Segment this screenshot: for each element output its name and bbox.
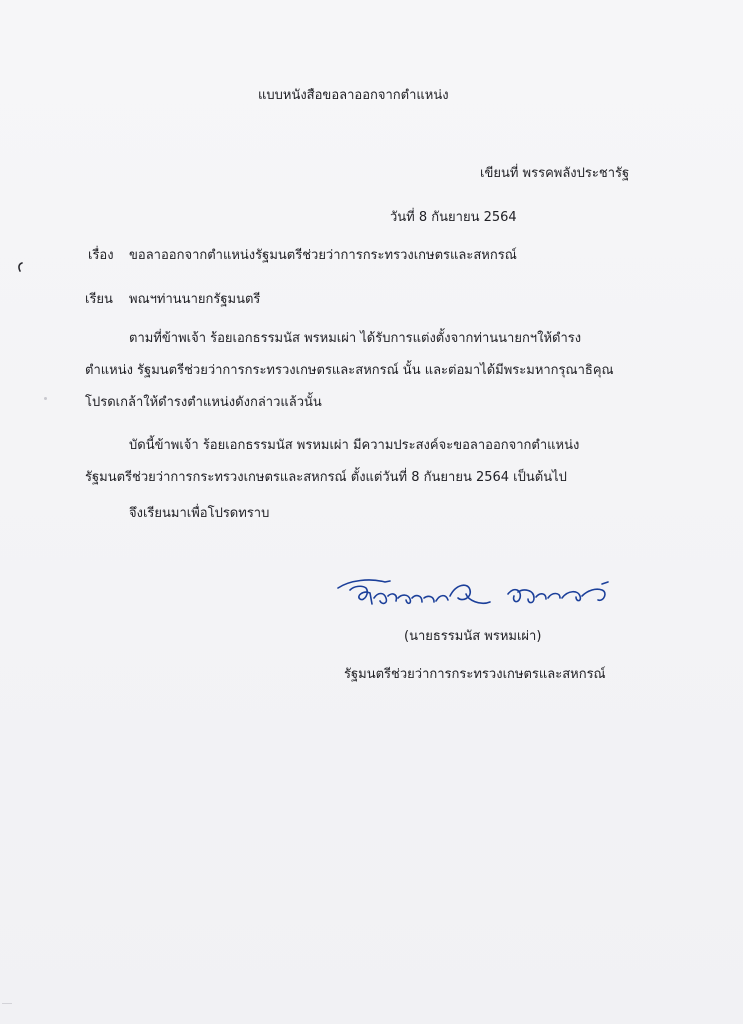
paragraph-1-line-3: โปรดเกล้าให้ดำรงตำแหน่งดังกล่าวแล้วนั้น	[85, 395, 322, 410]
signatory-name: (นายธรรมนัส พรหมเผ่า)	[404, 629, 542, 644]
paragraph-2-line-1: บัดนี้ข้าพเจ้า ร้อยเอกธรรมนัส พรหมเผ่า มีความประสงค์จะขอลาออกจากตำแหน่ง	[129, 438, 580, 453]
margin-mark	[17, 262, 23, 272]
scan-speck	[44, 397, 47, 400]
scan-edge-line	[2, 1003, 12, 1004]
closing-text: จึงเรียนมาเพื่อโปรดทราบ	[129, 506, 270, 521]
recipient-label: เรียน	[85, 292, 113, 307]
paragraph-1-line-2: ตำแหน่ง รัฐมนตรีช่วยว่าการกระทรวงเกษตรและสหกรณ์ นั้น และต่อมาได้มีพระมหากรุณาธิคุณ	[85, 363, 614, 378]
handwritten-signature	[330, 568, 630, 620]
document-date: วันที่ 8 กันยายน 2564	[390, 210, 517, 225]
signatory-position: รัฐมนตรีช่วยว่าการกระทรวงเกษตรและสหกรณ์	[344, 667, 606, 682]
written-at: เขียนที่ พรรคพลังประชารัฐ	[480, 166, 630, 181]
recipient-text: พณฯท่านนายกรัฐมนตรี	[129, 292, 261, 307]
subject-text: ขอลาออกจากตำแหน่งรัฐมนตรีช่วยว่าการกระทรวงเกษตรและสหกรณ์	[129, 248, 517, 263]
paragraph-2-line-2: รัฐมนตรีช่วยว่าการกระทรวงเกษตรและสหกรณ์ ตั้งแต่วันที่ 8 กันยายน 2564 เป็นต้นไป	[85, 470, 567, 485]
document-title: แบบหนังสือขอลาออกจากตำแหน่ง	[258, 88, 449, 103]
paragraph-1-line-1: ตามที่ข้าพเจ้า ร้อยเอกธรรมนัส พรหมเผ่า ได้รับการแต่งตั้งจากท่านนายกฯให้ดำรง	[129, 331, 582, 346]
subject-label: เรื่อง	[88, 248, 114, 263]
